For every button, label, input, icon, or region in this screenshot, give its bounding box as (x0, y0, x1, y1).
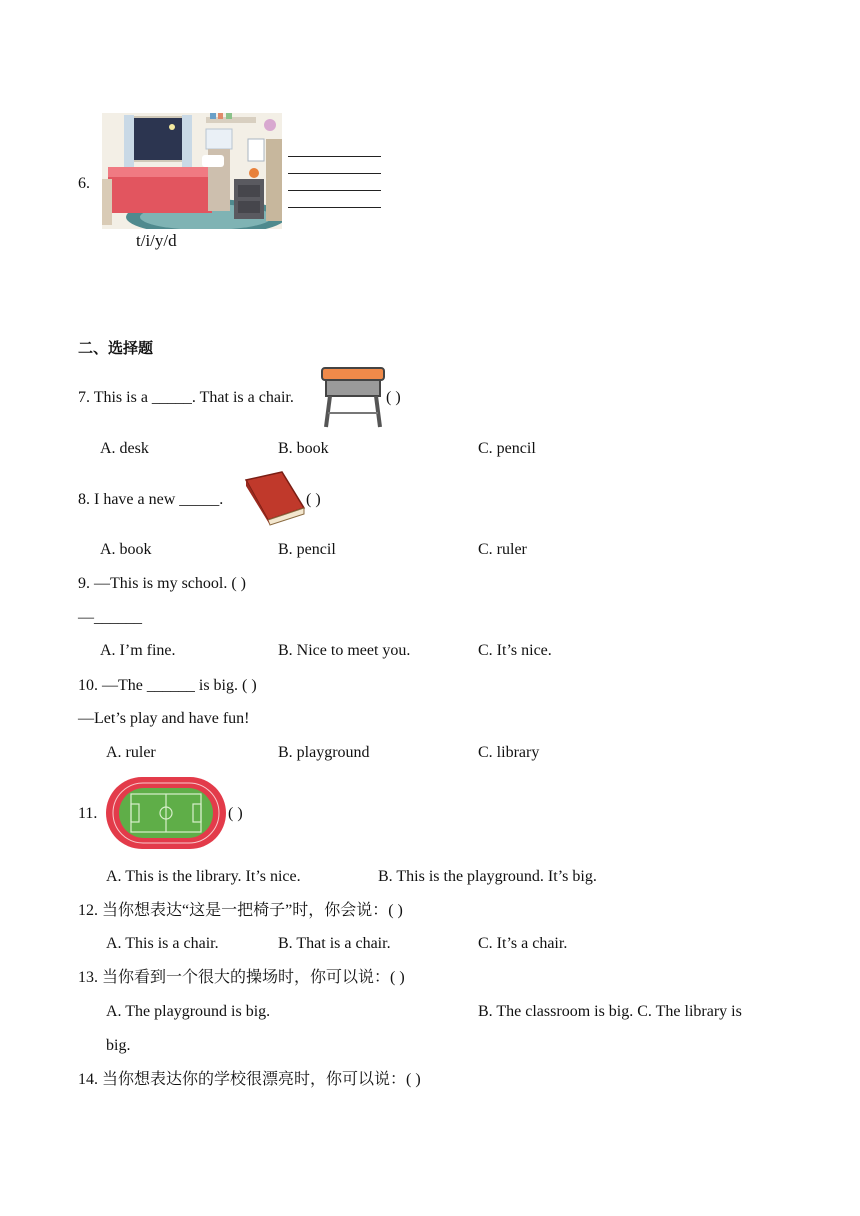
q13-option-a[interactable]: A. The playground is big. (106, 1003, 271, 1020)
q11-option-a[interactable]: A. This is the library. It’s nice. (106, 868, 301, 885)
q6-letters: t/i/y/d (136, 231, 177, 250)
q12-stem: 12. 当你想表达“这是一把椅子”时，你会说：( ) (78, 902, 403, 919)
q7-option-c[interactable]: C. pencil (478, 440, 536, 457)
q12-option-c[interactable]: C. It’s a chair. (478, 935, 568, 952)
answer-line-1[interactable] (288, 156, 381, 157)
q8-option-c[interactable]: C. ruler (478, 541, 527, 558)
q10-option-c[interactable]: C. library (478, 744, 540, 761)
book-picture (242, 470, 306, 526)
q13-stem: 13. 当你看到一个很大的操场时，你可以说：( ) (78, 969, 405, 986)
q8-option-a[interactable]: A. book (100, 541, 152, 558)
q11-option-b[interactable]: B. This is the playground. It’s big. (378, 868, 597, 885)
q11-number: 11. (78, 805, 98, 822)
q8-option-b[interactable]: B. pencil (278, 541, 336, 558)
q8-answer-paren[interactable]: ( ) (306, 491, 321, 508)
q7-stem: 7. This is a _____. That is a chair. (78, 389, 294, 406)
q7-option-a[interactable]: A. desk (100, 440, 149, 457)
answer-line-3[interactable] (288, 190, 381, 191)
q12-option-b[interactable]: B. That is a chair. (278, 935, 391, 952)
q6-number: 6. (78, 175, 90, 192)
q10-option-b[interactable]: B. playground (278, 744, 370, 761)
q9-stem: 9. —This is my school. ( ) (78, 575, 246, 592)
q7-answer-paren[interactable]: ( ) (386, 389, 401, 406)
q10-option-a[interactable]: A. ruler (106, 744, 156, 761)
q9-option-b[interactable]: B. Nice to meet you. (278, 642, 411, 659)
bedroom-picture (102, 113, 282, 229)
answer-line-4[interactable] (288, 207, 381, 208)
q7-option-b[interactable]: B. book (278, 440, 329, 457)
q11-answer-paren[interactable]: ( ) (228, 805, 243, 822)
q13-option-bc[interactable]: B. The classroom is big. C. The library is (478, 1003, 742, 1020)
section-title: 二、选择题 (78, 339, 154, 357)
q8-stem: 8. I have a new _____. (78, 491, 224, 508)
q10-stem: 10. —The ______ is big. ( ) (78, 677, 257, 694)
answer-line-2[interactable] (288, 173, 381, 174)
q13-option-c-continued[interactable]: big. (106, 1037, 131, 1054)
q9-option-a[interactable]: A. I’m fine. (100, 642, 176, 659)
desk-picture (320, 365, 386, 429)
q14-stem: 14. 当你想表达你的学校很漂亮时，你可以说：( ) (78, 1071, 421, 1088)
q12-option-a[interactable]: A. This is a chair. (106, 935, 219, 952)
playground-picture (105, 776, 227, 850)
q10-reply: —Let’s play and have fun! (78, 710, 250, 727)
q9-reply: —______ (78, 609, 142, 626)
q9-option-c[interactable]: C. It’s nice. (478, 642, 552, 659)
